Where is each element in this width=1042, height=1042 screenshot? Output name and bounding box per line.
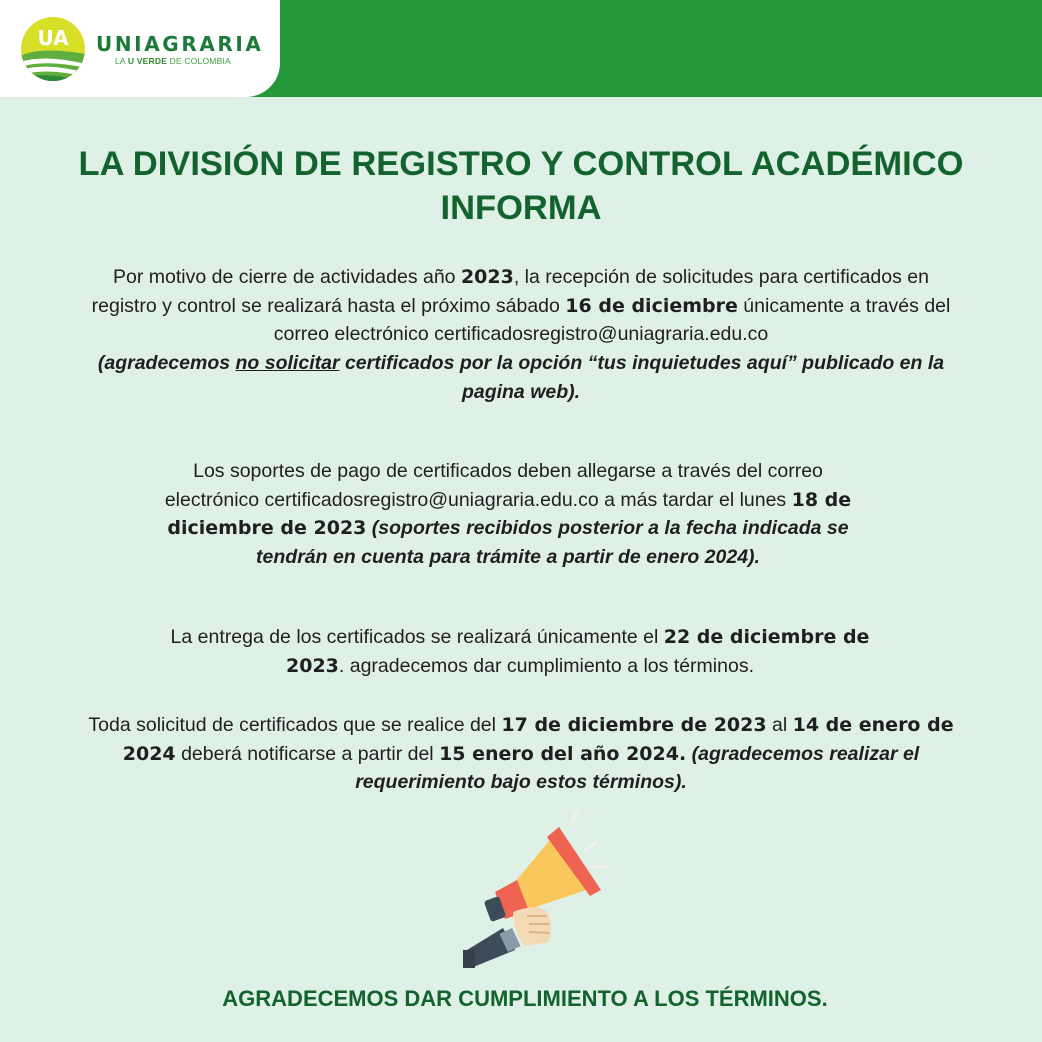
title-line-2: INFORMA	[440, 189, 602, 227]
notice-title	[0, 142, 1042, 230]
footer-message: AGRADECEMOS DAR CUMPLIMIENTO A LOS TÉRMINOS.	[222, 986, 828, 1011]
tagline: LA U VERDE DE COLOMBIA	[115, 56, 231, 66]
paragraph-delivery-date: La entrega de los certificados se realizará únicamente el 22 de diciembre de 2023. agradecemos dar cumplimiento a los términos.	[170, 626, 870, 677]
paragraph-payment-support: Los soportes de pago de certificados deben allegarse a través del correo electrónico certificadosregistro@uniagraria.edu.co a más tardar el lunes 18 de diciembre de 2023 (soportes recibidos posterior a la fecha indicada se tendrán en cuenta para trámite a partir de enero 2024).	[164, 460, 852, 569]
uniagraria-logo-icon	[20, 16, 86, 82]
megaphone-icon	[455, 812, 620, 972]
title-line-1: LA DIVISIÓN DE REGISTRO Y CONTROL ACADÉMICO	[78, 145, 964, 183]
brand-name: UNIAGRARIA	[96, 32, 264, 56]
paragraph-holiday-requests: Toda solicitud de certificados que se realice del 17 de diciembre de 2023 al 14 de enero de 2024 deberá notificarse a partir del 15 enero del año 2024. (agradecemos realizar el requerimiento bajo estos términos).	[88, 714, 954, 794]
logo-initials: UA	[37, 26, 69, 50]
paragraph-reception-deadline: Por motivo de cierre de actividades año 2023, la recepción de solicitudes para certificados en registro y control se realizará hasta el próximo sábado 16 de diciembre únicamente a través del correo electrónico certificadosregistro@uniagraria.edu.co (agradecemos no solicitar certificados por la opción “tus inquietudes aquí” publicado en la pagina web).	[91, 266, 951, 403]
logo-card[interactable]	[0, 0, 280, 97]
